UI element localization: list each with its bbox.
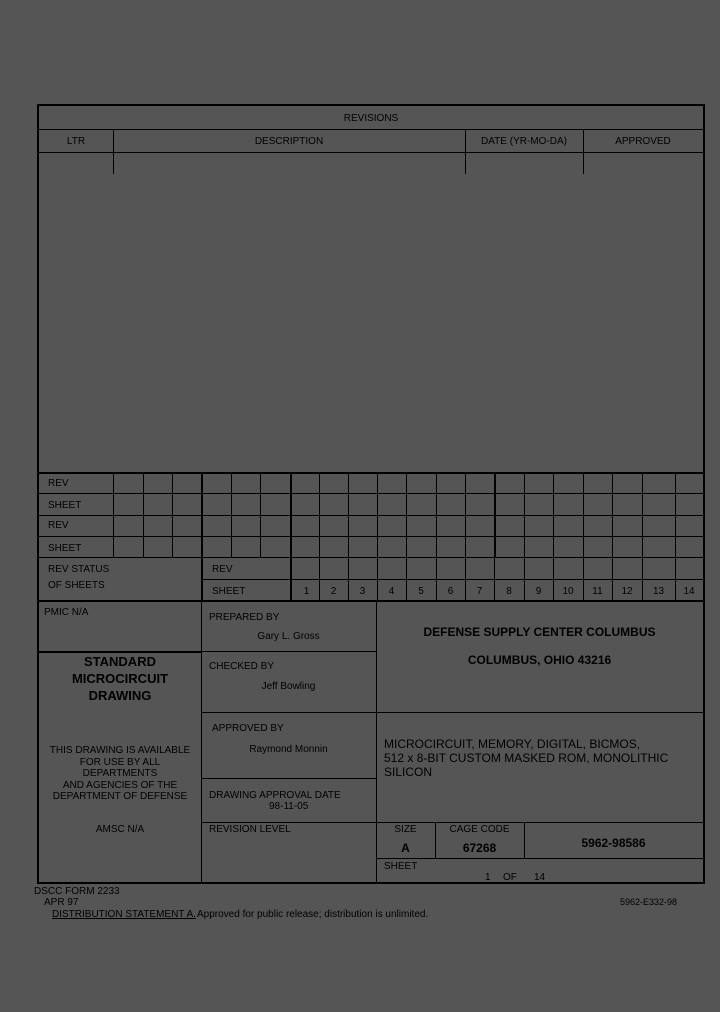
- checked-name: Jeff Bowling: [261, 681, 316, 692]
- sheet-label: SHEET: [384, 861, 418, 872]
- grid-line: [260, 473, 261, 557]
- grid-line: [113, 473, 114, 557]
- row-label-sheet: SHEET: [48, 543, 82, 554]
- size-label: SIZE: [394, 824, 417, 835]
- sheet-number: 2: [330, 586, 337, 597]
- grid-line: [406, 473, 407, 557]
- pmic: PMIC N/A: [44, 607, 89, 618]
- revision-level-label: REVISION LEVEL: [209, 824, 291, 835]
- row-label-sheet: SHEET: [48, 500, 82, 511]
- availability-text: DEPARTMENT OF DEFENSE: [52, 791, 188, 802]
- sheet-number: 5: [418, 586, 424, 597]
- divider: [465, 129, 466, 174]
- col-approved: APPROVED: [615, 136, 671, 147]
- col-description: DESCRIPTION: [254, 136, 324, 147]
- prepared-name: Gary L. Gross: [257, 631, 320, 642]
- distribution-label: DISTRIBUTION STATEMENT A.: [52, 909, 196, 920]
- divider: [376, 858, 703, 859]
- grid-line: [39, 536, 703, 537]
- distribution-text: Approved for public release; distribution is unlimited.: [197, 909, 429, 920]
- grid-line: [290, 473, 292, 557]
- grid-line: [465, 473, 466, 557]
- standard-title: MICROCIRCUIT: [71, 671, 169, 686]
- form-name: DSCC FORM 2233: [34, 886, 120, 897]
- sheet-number: 12: [621, 586, 633, 597]
- revisions-title: REVISIONS: [343, 113, 399, 124]
- grid-line: [39, 515, 703, 516]
- availability-text: AND AGENCIES OF THE: [62, 780, 178, 791]
- approval-date-label: DRAWING APPROVAL DATE: [209, 790, 341, 801]
- grid-line: [231, 473, 232, 557]
- grid-line: [642, 473, 643, 557]
- grid-line: [319, 473, 320, 557]
- sheet-number: 9: [535, 586, 542, 597]
- approved-name: Raymond Monnin: [249, 744, 328, 755]
- sheet-of: OF: [503, 872, 517, 883]
- approval-date: 98-11-05: [269, 801, 309, 812]
- grid-line: [39, 472, 703, 474]
- grid-line: [675, 473, 676, 557]
- rev-label: REV: [212, 564, 233, 575]
- divider: [39, 600, 703, 602]
- form-date: APR 97: [44, 897, 79, 908]
- sheet-total: 14: [534, 872, 546, 883]
- divider: [376, 601, 377, 883]
- cage-value: 67268: [462, 841, 497, 855]
- sheet-number: 6: [447, 586, 454, 597]
- availability-text: DEPARTMENTS: [82, 768, 158, 779]
- cage-label: CAGE CODE: [449, 824, 510, 835]
- rev-status-label: REV STATUS: [48, 564, 110, 575]
- row-label-rev: REV: [48, 520, 69, 531]
- sheet-number: 11: [592, 586, 603, 597]
- divider: [583, 129, 584, 174]
- dscc-city: COLUMBUS, OHIO 43216: [467, 653, 612, 667]
- grid-line: [39, 493, 703, 494]
- title-line: 512 x 8-BIT CUSTOM MASKED ROM, MONOLITHIC: [384, 751, 669, 765]
- drawing-number: 5962-98586: [581, 836, 646, 850]
- divider: [201, 778, 376, 779]
- title-line: MICROCIRCUIT, MEMORY, DIGITAL, BICMOS,: [384, 737, 641, 751]
- grid-line: [201, 557, 203, 601]
- divider: [376, 712, 703, 713]
- divider: [39, 152, 703, 153]
- sheet-number: 1: [303, 586, 310, 597]
- standard-title: DRAWING: [88, 688, 152, 703]
- availability-text: FOR USE BY ALL: [79, 757, 161, 768]
- size-value: A: [401, 841, 410, 855]
- grid-line: [143, 473, 144, 557]
- grid-line: [612, 473, 613, 557]
- sheet-number: 7: [476, 586, 483, 597]
- grid-line: [201, 579, 703, 580]
- dscc-name: DEFENSE SUPPLY CENTER COLUMBUS: [423, 625, 656, 639]
- divider: [113, 129, 114, 174]
- form-number: 5962-E332-98: [620, 897, 678, 907]
- col-date: DATE (YR-MO-DA): [481, 136, 567, 147]
- sheet-number: 4: [388, 586, 395, 597]
- row-label-rev: REV: [48, 478, 69, 489]
- grid-line: [201, 473, 203, 557]
- grid-line: [39, 557, 703, 558]
- divider: [201, 651, 376, 652]
- title-line: SILICON: [384, 765, 433, 779]
- divider: [201, 601, 202, 883]
- approved-label: APPROVED BY: [212, 723, 284, 734]
- prepared-label: PREPARED BY: [209, 612, 280, 623]
- grid-line: [553, 473, 554, 557]
- sheet-number: 14: [683, 586, 695, 597]
- sheet-label: SHEET: [212, 586, 246, 597]
- col-ltr: LTR: [66, 136, 86, 147]
- amsc: AMSC N/A: [95, 824, 145, 835]
- grid-line: [436, 473, 437, 557]
- divider: [39, 129, 703, 130]
- grid-line: [377, 473, 378, 557]
- checked-label: CHECKED BY: [209, 661, 275, 672]
- sheet-number: 13: [652, 586, 665, 597]
- divider: [376, 822, 703, 823]
- grid-line: [348, 473, 349, 557]
- sheet-number: 8: [506, 586, 512, 597]
- standard-title: STANDARD: [84, 654, 156, 669]
- divider: [201, 712, 376, 713]
- divider: [39, 651, 201, 653]
- grid-line: [583, 473, 584, 557]
- grid-line: [494, 473, 496, 557]
- divider: [201, 822, 376, 823]
- sheet-number: 10: [562, 586, 574, 597]
- availability-text: THIS DRAWING IS AVAILABLE: [49, 745, 191, 756]
- grid-line: [172, 473, 173, 557]
- sheet-number: 3: [359, 586, 366, 597]
- of-sheets-label: OF SHEETS: [48, 580, 105, 591]
- sheet-current: 1: [485, 872, 491, 883]
- grid-line: [524, 473, 525, 557]
